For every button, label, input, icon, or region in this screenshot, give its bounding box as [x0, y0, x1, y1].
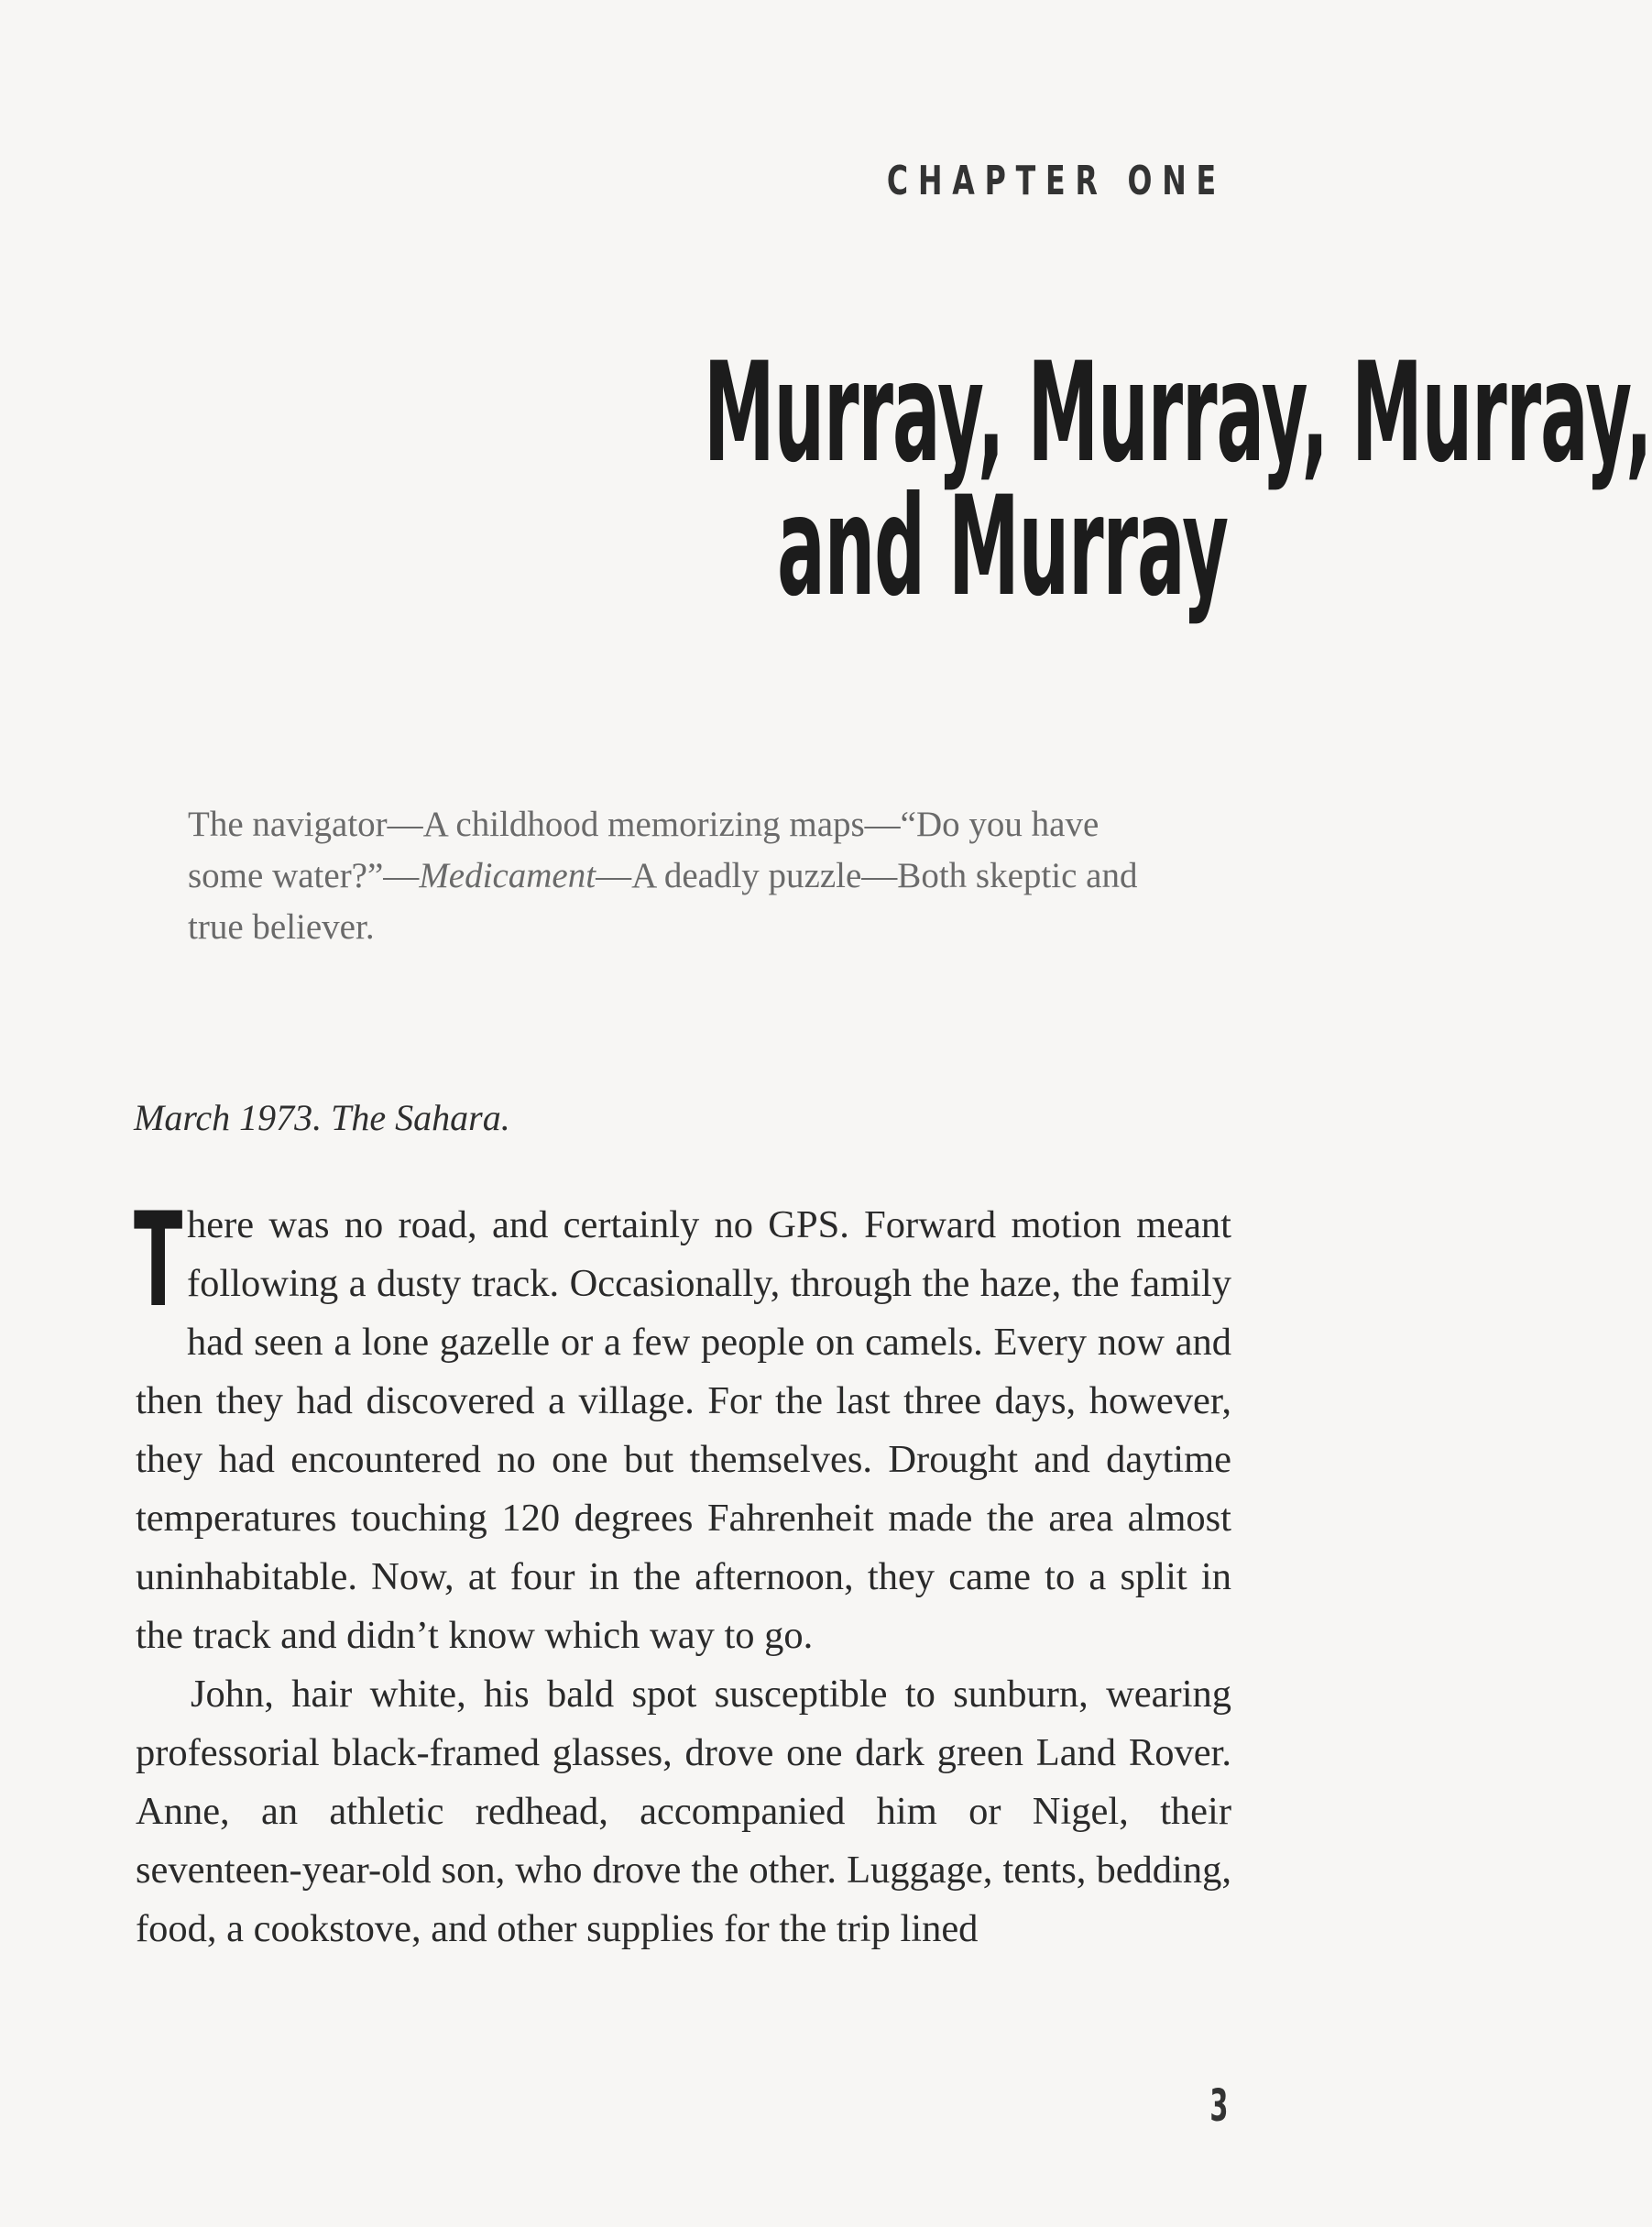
- drop-cap: T: [134, 1185, 183, 1336]
- epigraph-text-1: The navigator—A childhood memorizing maps—“Do you have some water?”—: [188, 805, 1100, 895]
- body-text: [134, 1185, 1231, 1958]
- paragraph-1: [134, 1185, 1231, 1665]
- chapter-title-line-2: and Murray: [777, 467, 1228, 627]
- paragraph-2: John, hair white, his bald spot susceptible to sunburn, wearing professorial black-framed glasses, drove one dark green Land Rover. Anne, an athletic redhead, accompanied him or Nigel, their seventeen-year-old son, who drove the other. Luggage, tents, bedding, food, a cookstove, and other supplies for the trip lined: [136, 1673, 1231, 1950]
- page-number: 3: [1209, 2080, 1228, 2132]
- dateline: March 1973. The Sahara.: [134, 1097, 510, 1138]
- chapter-title: [220, 334, 1652, 627]
- epigraph-text-2: —A deadly puzzle—Both skeptic and true believer.: [188, 856, 1138, 947]
- chapter-title-line-1: Murray, Murray, Murray,: [704, 334, 1652, 493]
- epigraph-italic: Medicament: [419, 856, 596, 895]
- chapter-epigraph: [188, 799, 1159, 953]
- paragraph-1-text: here was no road, and certainly no GPS. Forward motion meant following a dusty track. Occasionally, through the haze, the family had seen a lone gazelle or a few people on camels. Every now and then they had discovered a village. For the last three days, however, they had encountered no one but themselves. Drought and daytime temperatures touching 120 degrees Fahrenheit made the area almost uninhabitable. Now, at four in the afternoon, they came to a split in the track and didn’t know which way to go.: [136, 1203, 1231, 1657]
- chapter-label: CHAPTER ONE: [886, 158, 1226, 204]
